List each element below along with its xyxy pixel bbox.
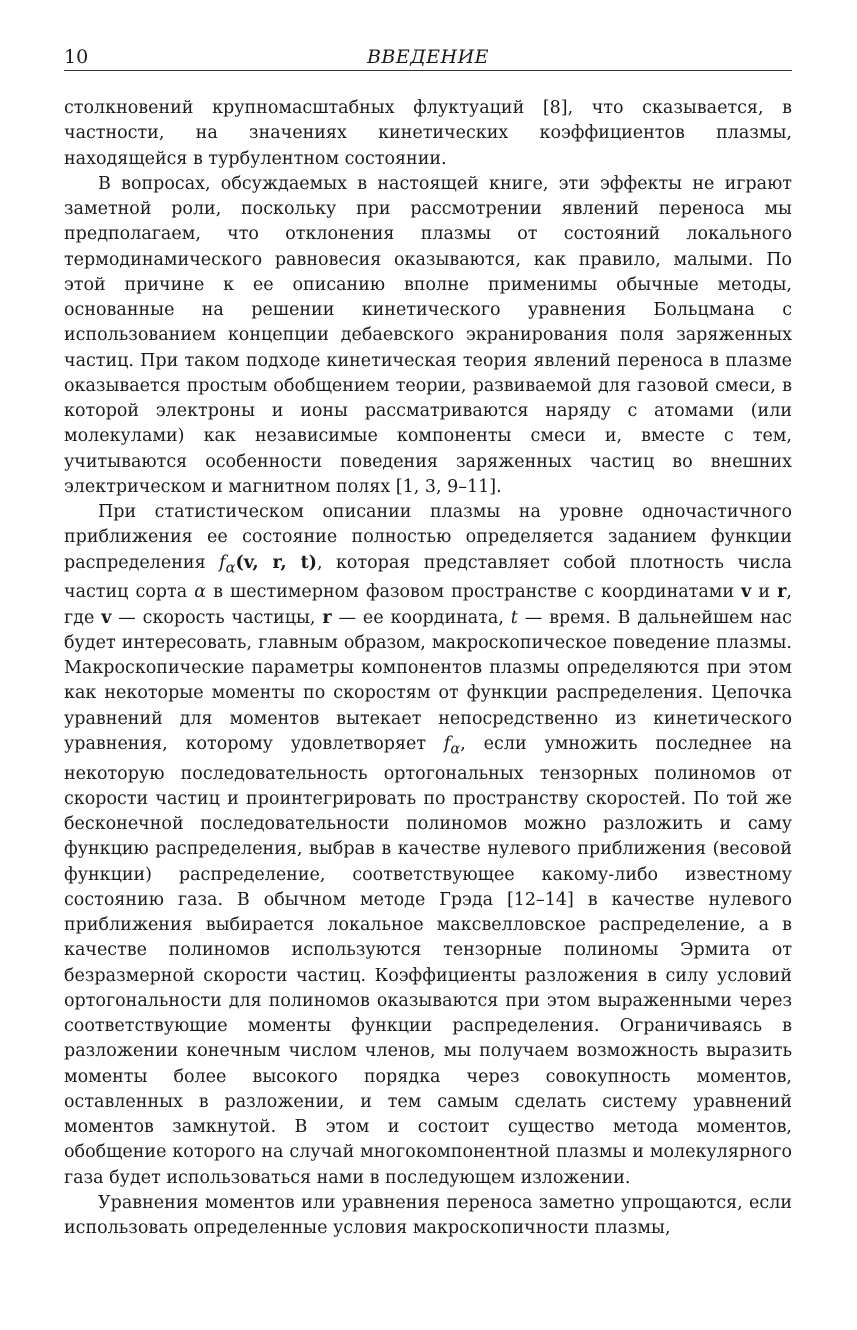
page-number: 10 — [64, 46, 89, 68]
math-f: f — [219, 552, 226, 573]
paragraph-1: столкновений крупномасштабных флуктуаций [8], что сказывается, в частности, на значениях кинетических коэффициентов плазмы, находящейся в турбулентном состоянии. — [64, 98, 792, 169]
math-v: v — [741, 582, 752, 603]
paragraph-3-part3: в шестимерном фазовом пространстве с координатами — [213, 582, 735, 603]
math-f-2: f — [443, 733, 451, 754]
math-f-alpha — [219, 552, 236, 576]
paragraph-3-part1: При статистическом описании плазмы на уровне одночастичного приближения ее состояние полностью определяется заданием функции распределения — [64, 502, 792, 573]
paragraph-3-part7: — время. В дальнейшем нас будет интересовать, главным образом, макроскопическое поведение плазмы. Макроскопические параметры компонентов плазмы определяются при этом как некоторые моменты по скоростям от функции распределения. Цепочка уравнений для моментов вытекает непосредственно из кинетического уравнения, которому удовлетворяет — [64, 607, 792, 754]
running-header — [64, 44, 792, 71]
math-alpha: α — [194, 582, 207, 603]
paragraph-3-part2: , которая представляет собой плотность числа частиц сорта — [64, 552, 792, 603]
chapter-title: ВВЕДЕНИЕ — [366, 46, 490, 68]
math-t: t — [510, 607, 518, 628]
paragraph-3 — [64, 500, 792, 1191]
math-args: (v, r, t) — [235, 552, 317, 573]
math-r: r — [777, 582, 787, 603]
math-f-2-subscript: α — [450, 740, 461, 758]
math-v-2: v — [101, 607, 112, 628]
paragraph-4: Уравнения моментов или уравнения переноса заметно упрощаются, если использовать определенные условия макроскопичности плазмы, — [64, 1192, 792, 1238]
paragraph-3-part4: , где — [64, 582, 792, 628]
math-f-alpha-2 — [443, 733, 461, 758]
paragraph-3-part5: — скорость частицы, — [118, 607, 316, 628]
math-r-2: r — [322, 607, 332, 628]
math-f-subscript: α — [225, 559, 236, 576]
paragraph-3-and: и — [758, 582, 771, 603]
paragraph-3-part6: — ее координата, — [338, 607, 504, 628]
paragraph-3-part8: , если умножить последнее на некоторую последовательность ортогональных тензорных полиномов от скорости частиц и проинтегрировать по пространству скоростей. По той же бесконечной последовательности полиномов можно разложить и саму функцию распределения, выбрав в качестве нулевого приближения (весовой функции) распределение, соответствующее какому-либо известному состоянию газа. В обычном методе Грэда [12–14] в качестве нулевого приближения выбирается локальное максвелловское распределение, а в качестве полиномов используются тензорные полиномы Эрмита от безразмерной скорости частиц. Коэффициенты разложения в силу условий ортогональности для полиномов оказываются при этом выраженными через соответствующие моменты функции распределения. Ограничиваясь в разложении конечным числом членов, мы получаем возможность выразить моменты более высокого порядка через совокупность моментов, оставленных в разложении, и тем самым сделать систему уравнений моментов замкнутой. В этом и состоит существо метода моментов, обобщение которого на случай многокомпонентной плазмы и молекулярного газа будет использоваться нами в последующем изложении. — [64, 733, 792, 1188]
paragraph-2: В вопросах, обсуждаемых в настоящей книге, эти эффекты не играют заметной роли, поскольку при рассмотрении явлений переноса мы предполагаем, что отклонения плазмы от состояний локального термодинамического равновесия оказываются, как правило, малыми. По этой причине к ее описанию вполне применимы обычные методы, основанные на решении кинетического уравнения Больцмана с использованием концепции дебаевского экранирования поля заряженных частиц. При таком подходе кинетическая теория явлений переноса в плазме оказывается простым обобщением теории, развиваемой для газовой смеси, в которой электроны и ионы рассматриваются наряду с атомами (или молекулами) как независимые компоненты смеси и, вместе с тем, учитываются особенности поведения заряженных частиц во внешних электрическом и магнитном полях [1, 3, 9–11]. — [64, 173, 792, 497]
body-text — [64, 96, 792, 1241]
